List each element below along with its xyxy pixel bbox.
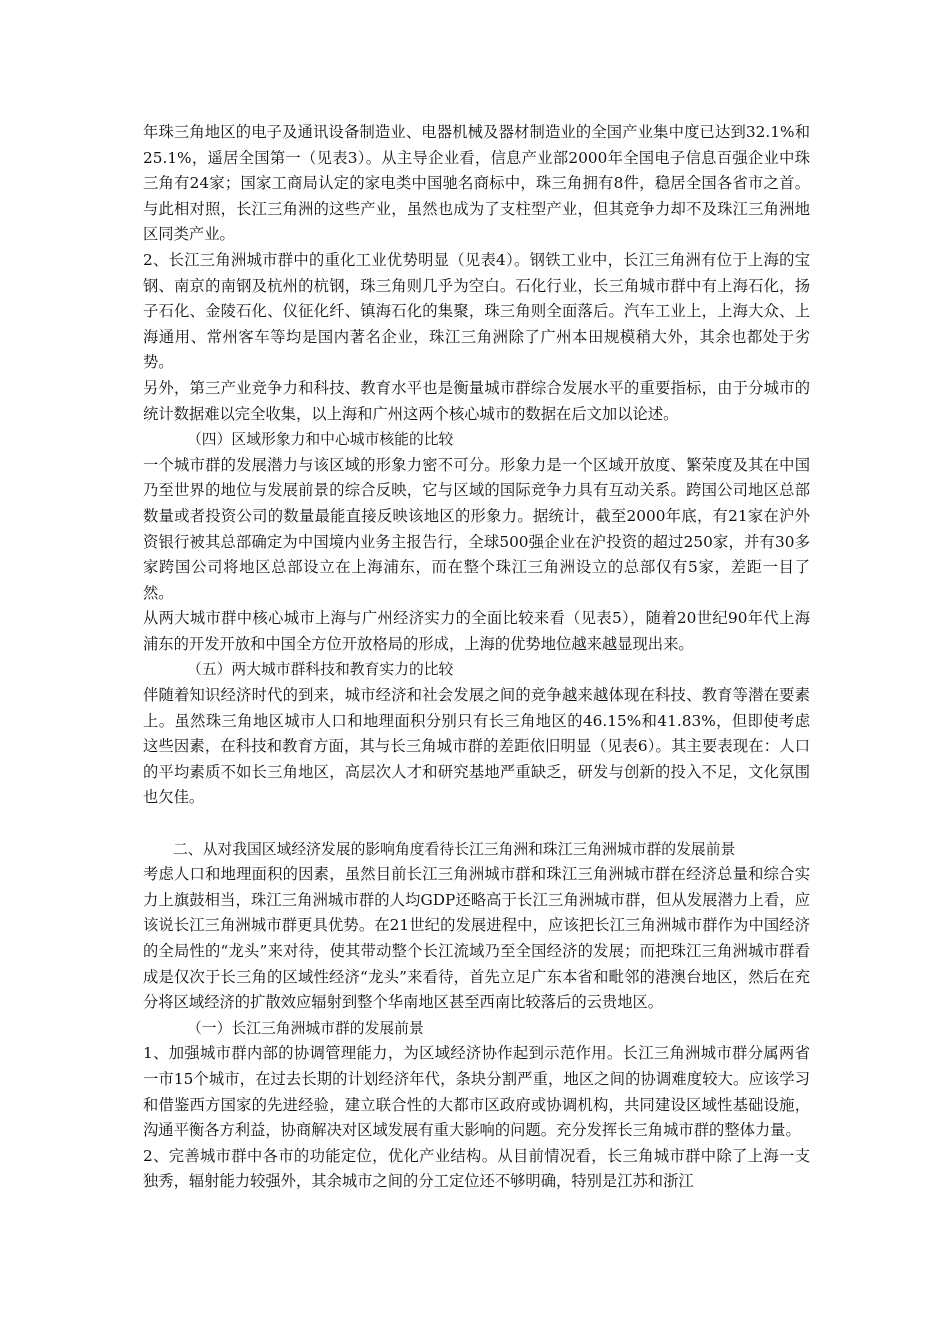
paragraph: 考虑人口和地理面积的因素，虽然目前长江三角洲城市群和珠江三角洲城市群在经济总量和综合实力上旗鼓相当，珠江三角洲城市群的人均GDP还略高于长江三角洲城市群，但从发展潜力上看，应该说长江三角洲城市群更具优势。在21世纪的发展进程中，应该把长江三角洲城市群作为中国经济的全局性的“龙头”来对待，使其带动整个长江流域乃至全国经济的发展；而把珠江三角洲城市群看成是仅次于长三角的区域性经济“龙头”来看待，首先立足广东本省和毗邻的港澳台地区，然后在充分将区域经济的扩散效应辐射到整个华南地区甚至西南比较落后的云贵地区。	[143, 865, 810, 1012]
paragraph: 2、长江三角洲城市群中的重化工业优势明显（见表4）。钢铁工业中，长江三角洲有位于上海的宝钢、南京的南钢及杭州的杭钢，珠三角则几乎为空白。石化行业，长三角城市群中有上海石化，扬子石化、金陵石化、仪征化纤、镇海石化的集聚，珠三角则全面落后。汽车工业上，上海大众、上海通用、常州客车等均是国内著名企业，珠江三角洲除了广州本田规模稍大外，其余也都处于劣势。	[143, 250, 810, 372]
paragraph: 年珠三角地区的电子及通讯设备制造业、电器机械及器材制造业的全国产业集中度已达到32.1%和25.1%，遥居全国第一（见表3）。从主导企业看，信息产业部2000年全国电子信息百强企业中珠三角有24家；国家工商局认定的家电类中国驰名商标中，珠三角拥有8件，稳居全国各省市之首。与此相对照，长江三角洲的这些产业，虽然也成为了支柱型产业，但其竞争力却不及珠江三角洲地区同类产业。	[143, 123, 810, 244]
paragraph: 另外，第三产业竞争力和科技、教育水平也是衡量城市群综合发展水平的重要指标，由于分城市的统计数据难以完全收集，以上海和广州这两个核心城市的数据在后文加以论述。	[143, 378, 810, 423]
paragraph: 从两大城市群中核心城市上海与广州经济实力的全面比较来看（见表5），随着20世纪90年代上海浦东的开发开放和中国全方位开放格局的形成，上海的优势地位越来越显现出来。	[143, 609, 810, 653]
blank-line	[143, 811, 810, 837]
document-body	[143, 120, 810, 1195]
section-heading: （四）区域形象力和中心城市核能的比较	[187, 431, 454, 449]
section-heading: （五）两大城市群科技和教育实力的比较	[187, 661, 454, 679]
chapter-heading: 二、从对我国区域经济发展的影响角度看待长江三角洲和珠江三角洲城市群的发展前景	[173, 840, 736, 858]
section-heading: （一）长江三角洲城市群的发展前景	[187, 1019, 424, 1037]
paragraph: 2、完善城市群中各市的功能定位，优化产业结构。从目前情况看，长三角城市群中除了上海一支独秀，辐射能力较强外，其余城市之间的分工定位还不够明确，特别是江苏和浙江	[143, 1146, 810, 1191]
paragraph: 一个城市群的发展潜力与该区域的形象力密不可分。形象力是一个区域开放度、繁荣度及其在中国乃至世界的地位与发展前景的综合反映，它与区域的国际竞争力具有互动关系。跨国公司地区总部数量或者投资公司的数量最能直接反映该地区的形象力。据统计，截至2000年底，有21家在沪外资银行被其总部确定为中国境内业务主报告行，全球500强企业在沪投资的超过250家，并有30多家跨国公司将地区总部设立在上海浦东，而在整个珠江三角洲设立的总部仅有5家，差距一目了然。	[143, 455, 810, 602]
paragraph: 1、加强城市群内部的协调管理能力，为区域经济协作起到示范作用。长江三角洲城市群分属两省一市15个城市，在过去长期的计划经济年代，条块分割严重，地区之间的协调难度较大。应该学习和借鉴西方国家的先进经验，建立联合性的大都市区政府或协调机构，共同建设区域性基础设施，沟通平衡各方利益，协商解决对区域发展有重大影响的问题。充分发挥长三角城市群的整体力量。	[143, 1044, 810, 1140]
paragraph: 伴随着知识经济时代的到来，城市经济和社会发展之间的竞争越来越体现在科技、教育等潜在要素上。虽然珠三角地区城市人口和地理面积分别只有长三角地区的46.15%和41.83%，但即使考虑这些因素，在科技和教育方面，其与长三角城市群的差距依旧明显（见表6）。其主要表现在：人口的平均素质不如长三角地区，高层次人才和研究基地严重缺乏，研发与创新的投入不足，文化氛围也欠佳。	[143, 686, 810, 807]
